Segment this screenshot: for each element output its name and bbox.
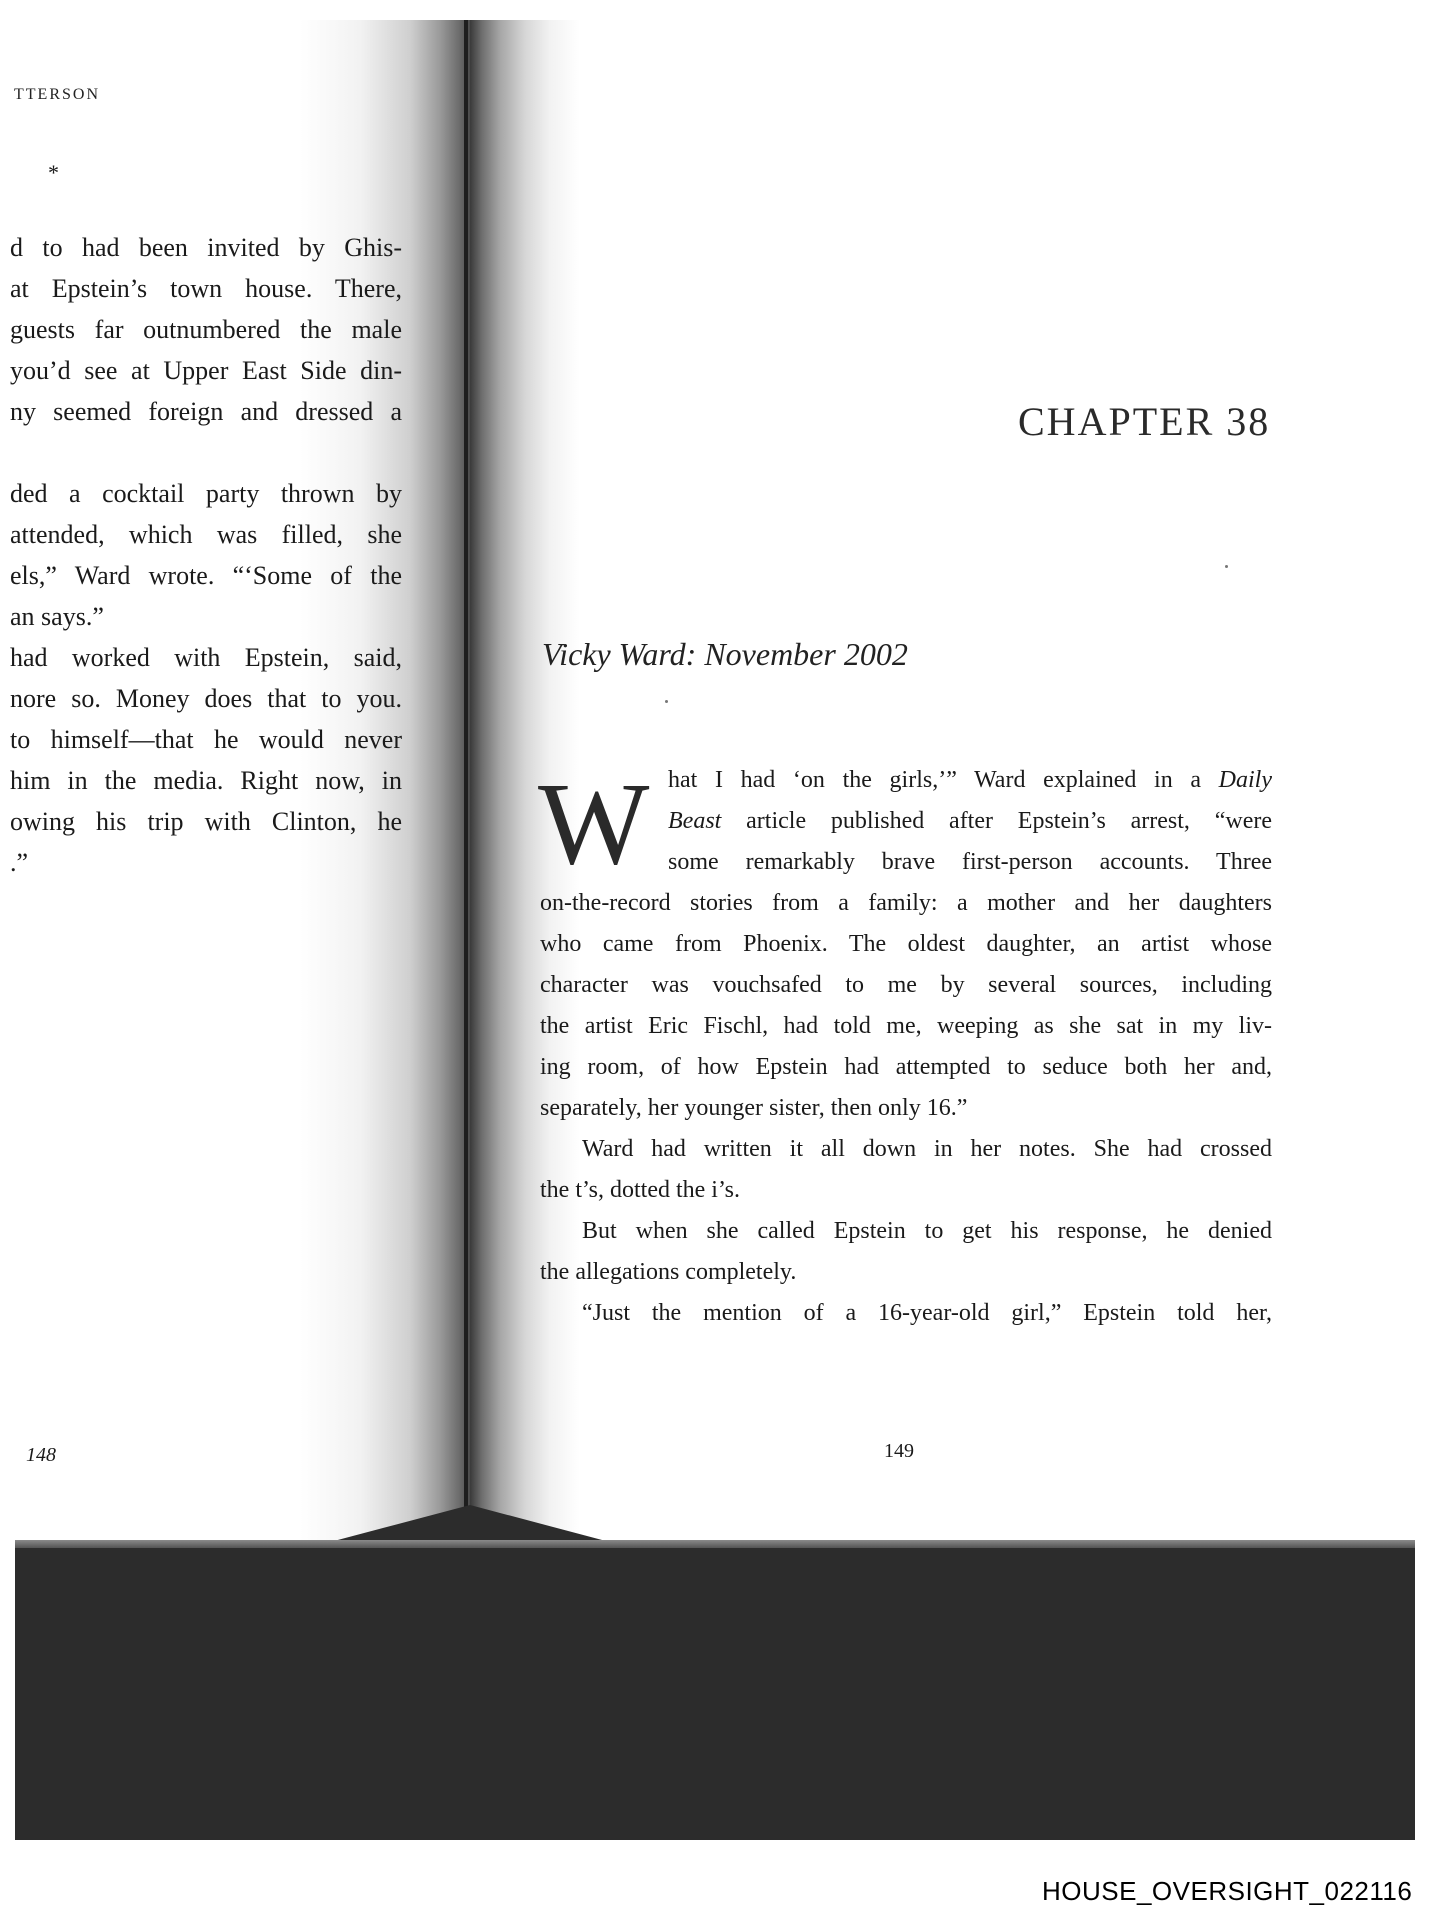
chapter-title: CHAPTER 38 <box>1018 399 1271 444</box>
left-running-header: TTERSON <box>14 86 100 103</box>
scan-speck <box>1225 565 1228 568</box>
body-line: the t’s, dotted the i’s. <box>540 1177 740 1203</box>
left-line: attended, which was filled, she <box>10 520 402 549</box>
body-line: ing room, of how Epstein had attempted to seduce both her and, <box>540 1054 1272 1080</box>
section-break-asterisk: * <box>48 160 59 185</box>
scan-speck <box>665 700 668 703</box>
body-line: who came from Phoenix. The oldest daughter, an artist whose <box>540 931 1272 957</box>
body-line: the artist Eric Fischl, had told me, weeping as she sat in my liv- <box>540 1013 1272 1039</box>
left-line: you’d see at Upper East Side din- <box>10 356 402 385</box>
body-line: “Just the mention of a 16-year-old girl,” Epstein told her, <box>582 1300 1272 1326</box>
body-line: some remarkably brave first-person accounts. Three <box>668 849 1272 875</box>
left-line: nore so. Money does that to you. <box>10 684 402 713</box>
left-line: guests far outnumbered the male <box>10 315 402 344</box>
body-line: separately, her younger sister, then only 16.” <box>540 1095 968 1121</box>
book-underside <box>15 1548 1415 1840</box>
body-line: Beast article published after Epstein’s arrest, “were <box>668 808 1272 834</box>
chapter-subtitle: Vicky Ward: November 2002 <box>542 636 908 672</box>
left-line: ded a cocktail party thrown by <box>10 479 402 508</box>
body-line: But when she called Epstein to get his response, he denied <box>582 1218 1272 1244</box>
right-page-number: 149 <box>884 1440 914 1462</box>
left-line: els,” Ward wrote. “‘Some of the <box>10 561 402 590</box>
left-page-number: 148 <box>26 1444 56 1466</box>
body-line: hat I had ‘on the girls,’” Ward explained in a Daily <box>668 767 1272 793</box>
book-gutter <box>464 20 468 1540</box>
left-line: owing his trip with Clinton, he <box>10 807 402 836</box>
left-line: him in the media. Right now, in <box>10 766 402 795</box>
left-line: an says.” <box>10 602 104 631</box>
left-page-text <box>10 227 402 883</box>
body-line: character was vouchsafed to me by several sources, including <box>540 972 1272 998</box>
left-line: d to had been invited by Ghis- <box>10 233 402 262</box>
body-line: the allegations completely. <box>540 1259 797 1285</box>
body-line: on-the-record stories from a family: a mother and her daughters <box>540 890 1272 916</box>
left-line-gap <box>10 432 402 473</box>
left-line: ny seemed foreign and dressed a <box>10 397 402 426</box>
body-line: Ward had written it all down in her notes. She had crossed <box>582 1136 1272 1162</box>
drop-cap: W <box>538 758 650 889</box>
left-line: .” <box>10 848 29 877</box>
left-line: at Epstein’s town house. There, <box>10 274 402 303</box>
bates-stamp: HOUSE_OVERSIGHT_022116 <box>1042 1876 1413 1906</box>
left-line: to himself—that he would never <box>10 725 402 754</box>
left-line: had worked with Epstein, said, <box>10 643 402 672</box>
